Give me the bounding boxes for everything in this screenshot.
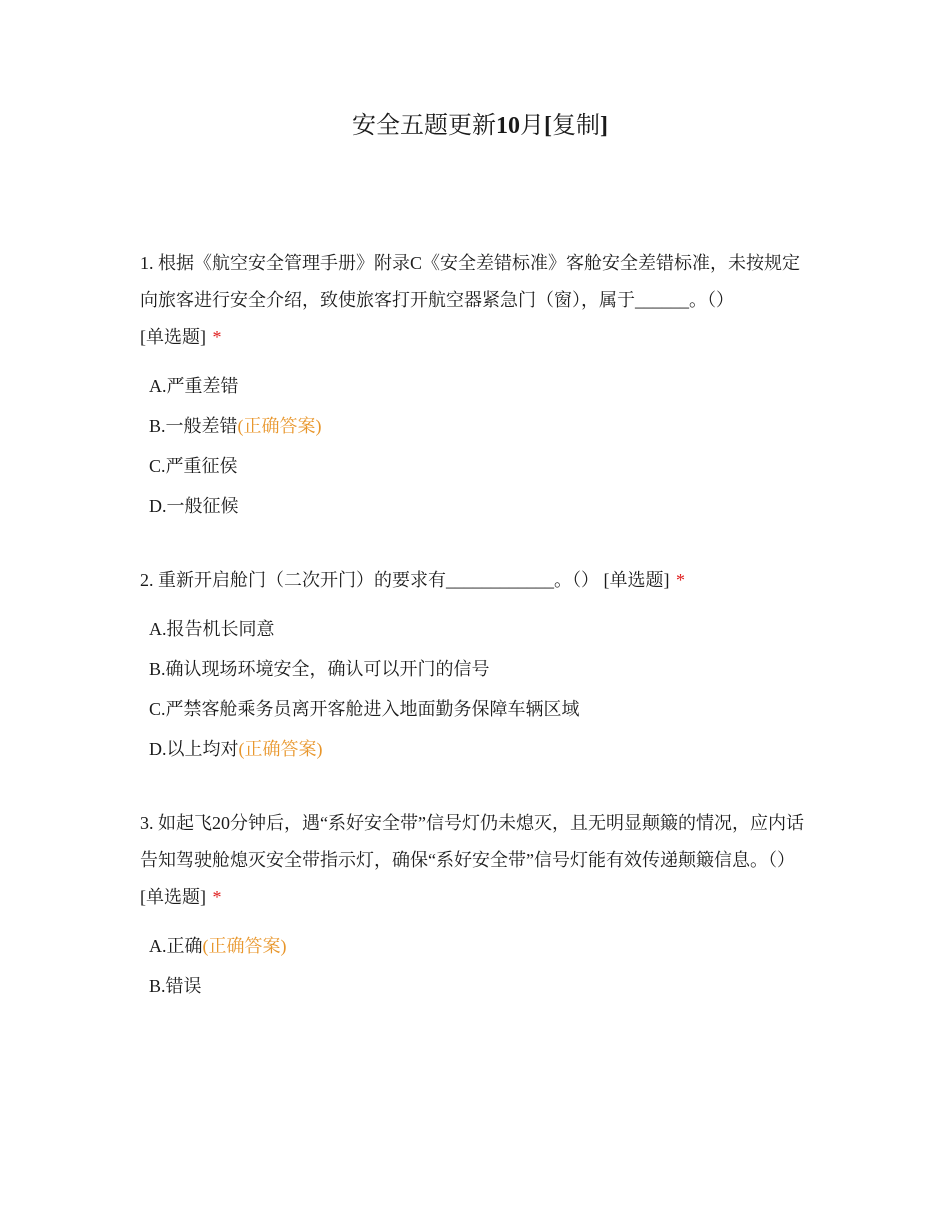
question-text: 2. 重新开启舱门（二次开门）的要求有____________。（） [140, 570, 599, 590]
option-b[interactable] [140, 966, 812, 1006]
option-d[interactable] [140, 729, 812, 769]
option-b[interactable] [140, 649, 812, 689]
title-bracket-close: ] [600, 113, 608, 139]
option-label: A.报告机长同意 [149, 619, 275, 639]
option-list [140, 609, 812, 769]
option-label: C.严重征侯 [149, 456, 238, 476]
correct-answer-tag: (正确答案) [238, 739, 323, 759]
question-stem [140, 245, 812, 356]
correct-answer-tag: (正确答案) [237, 416, 322, 436]
question-type: [单选题] [603, 570, 670, 590]
option-list [140, 366, 812, 526]
title-copy: 复制 [552, 113, 600, 139]
option-label: B.错误 [149, 976, 202, 996]
option-label: C.严禁客舱乘务员离开客舱进入地面勤务保障车辆区域 [149, 699, 580, 719]
question-3 [140, 805, 812, 1006]
required-mark: * [212, 327, 222, 347]
option-a[interactable] [140, 366, 812, 406]
question-1 [140, 245, 812, 526]
required-mark: * [212, 887, 222, 907]
option-c[interactable] [140, 689, 812, 729]
question-stem [140, 562, 812, 599]
option-label: B.确认现场环境安全，确认可以开门的信号 [149, 659, 490, 679]
page-title [0, 108, 950, 144]
option-label: B.一般差错 [149, 416, 238, 436]
option-a[interactable] [140, 609, 812, 649]
option-a[interactable] [140, 926, 812, 966]
option-label: D.以上均对 [149, 739, 239, 759]
option-label: A.严重差错 [149, 376, 239, 396]
correct-answer-tag: (正确答案) [202, 936, 287, 956]
question-type: [单选题] [140, 887, 206, 907]
title-month: 月 [520, 113, 544, 139]
required-mark: * [676, 570, 685, 590]
question-type: [单选题] [140, 327, 206, 347]
question-stem [140, 805, 812, 916]
option-d[interactable] [140, 486, 812, 526]
title-bracket-open: [ [544, 113, 552, 139]
question-2 [140, 562, 812, 769]
option-list [140, 926, 812, 1006]
title-number: 10 [496, 113, 520, 139]
option-c[interactable] [140, 446, 812, 486]
title-text: 安全五题更新 [352, 113, 496, 139]
option-label: D.一般征候 [149, 496, 239, 516]
option-label: A.正确 [149, 936, 203, 956]
option-b[interactable] [140, 406, 812, 446]
question-text: 3. 如起飞20分钟后，遇“系好安全带”信号灯仍未熄灭，且无明显颠簸的情况，应内话告知驾驶舱熄灭安全带指示灯，确保“系好安全带”信号灯能有效传递颠簸信息。（） [140, 813, 804, 870]
question-text: 1. 根据《航空安全管理手册》附录C《安全差错标准》客舱安全差错标准，未按规定向旅客进行安全介绍，致使旅客打开航空器紧急门（窗），属于______。（） [140, 253, 801, 310]
